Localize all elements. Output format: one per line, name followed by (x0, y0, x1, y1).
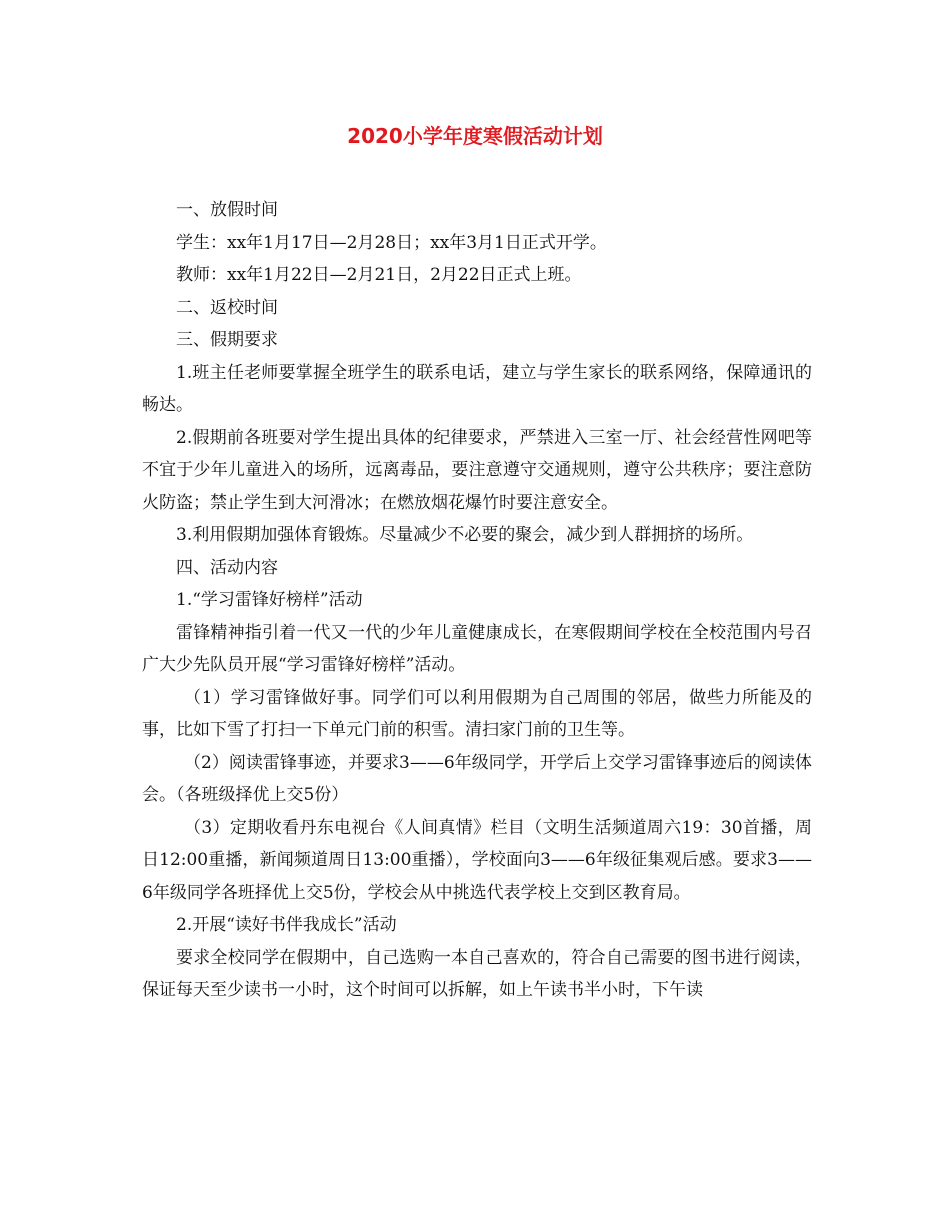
activity-2-intro: 要求全校同学在假期中，自己选购一本自己喜欢的，符合自己需要的图书进行阅读，保证每天至少读书一小时，这个时间可以拆解，如上午读书半小时，下午读 (142, 947, 812, 1000)
requirement-2: 2.假期前各班要对学生提出具体的纪律要求，严禁进入三室一厅、社会经营性网吧等不宜于少年儿童进入的场所，远离毒品，要注意遵守交通规则，遵守公共秩序；要注意防火防盗；禁止学生到大河滑冰；在燃放烟花爆竹时要注意安全。 (142, 427, 812, 513)
requirement-1: 1.班主任老师要掌握全班学生的联系电话，建立与学生家长的联系网络，保障通讯的畅达。 (142, 362, 812, 415)
activity-1-heading: 1.“学习雷锋好榜样”活动 (176, 590, 363, 610)
document-title: 2020小学年度寒假活动计划 (347, 124, 603, 148)
activity-1-item-2: （2）阅读雷锋事迹，并要求3——6年级同学，开学后上交学习雷锋事迹后的阅读体会。（各班级择优上交5份） (142, 752, 812, 805)
student-holiday-dates: 学生：xx年1月17日—2月28日；xx年3月1日正式开学。 (176, 232, 607, 253)
section-heading-activities: 四、活动内容 (176, 557, 278, 578)
teacher-holiday-dates: 教师：xx年1月22日—2月21日，2月22日正式上班。 (176, 265, 582, 285)
section-heading-holiday-requirements: 三、假期要求 (176, 330, 278, 350)
activity-1-item-3: （3）定期收看丹东电视台《人间真情》栏目（文明生活频道周六19：30首播，周日12:00重播，新闻频道周日13:00重播），学校面向3——6年级征集观后感。要求3——6年级同学各班择优上交5份，学校会从中挑选代表学校上交到区教育局。 (142, 817, 812, 903)
activity-1-intro: 雷锋精神指引着一代又一代的少年儿童健康成长，在寒假期间学校在全校范围内号召广大少先队员开展“学习雷锋好榜样”活动。 (142, 622, 812, 675)
document-body (142, 194, 812, 1007)
requirement-3: 3.利用假期加强体育锻炼。尽量减少不必要的聚会，减少到人群拥挤的场所。 (176, 525, 754, 545)
activity-2-heading: 2.开展“读好书伴我成长”活动 (176, 915, 397, 935)
activity-1-item-1: （1）学习雷锋做好事。同学们可以利用假期为自己周围的邻居，做些力所能及的事，比如下雪了打扫一下单元门前的积雪。清扫家门前的卫生等。 (142, 687, 812, 740)
section-heading-return-time: 二、返校时间 (176, 297, 278, 318)
section-heading-holiday-time: 一、放假时间 (176, 200, 278, 220)
